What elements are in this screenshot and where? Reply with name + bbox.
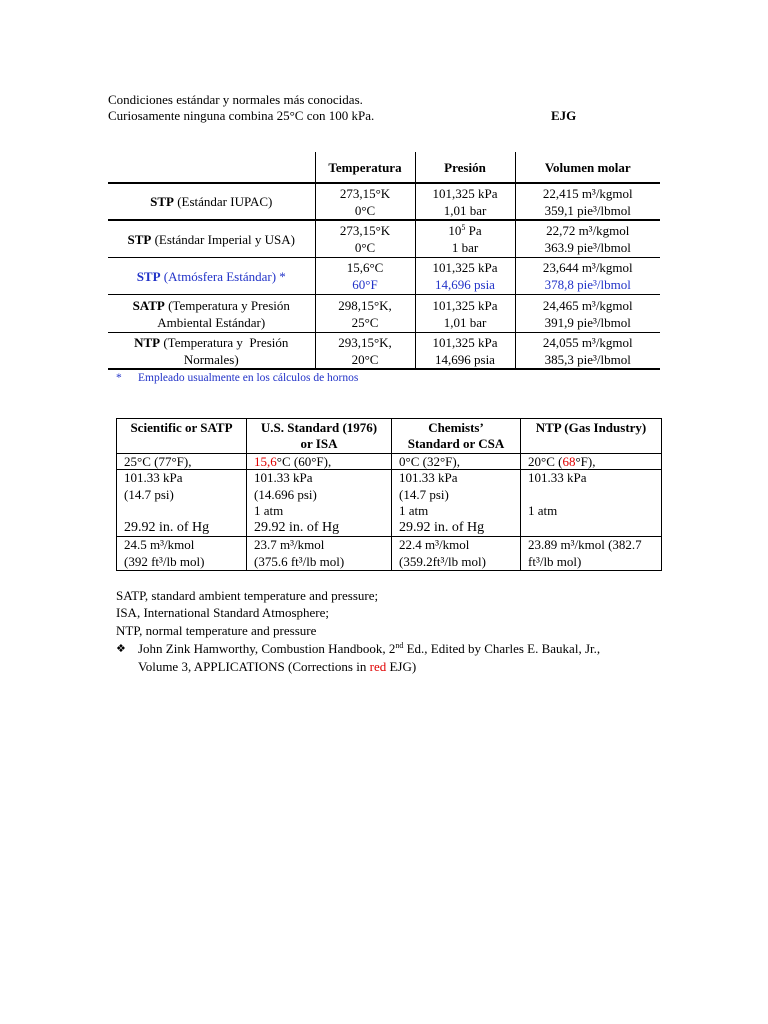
footnote-mark: * (116, 372, 122, 384)
exponent-base: 10 (448, 223, 462, 238)
reference-text: Ed., Edited by Charles E. Baukal, Jr., (403, 641, 601, 656)
cell-line: 101.33 kPa (528, 470, 587, 485)
pressure-cell (392, 470, 521, 537)
table-header-row (108, 152, 660, 183)
cell-line: 1 bar (451, 240, 479, 255)
intro-line-2: Curiosamente ninguna combina 25°C con 100 kPa. (108, 108, 375, 123)
cell-line: 101.33 kPa (254, 470, 313, 485)
molar-volume-cell (515, 258, 660, 295)
row-label-abbr: NTP (134, 334, 161, 350)
header-scientific (117, 419, 247, 454)
note-ntp: NTP, normal temperature and pressure (116, 623, 317, 638)
row-label (108, 295, 315, 333)
cell-line: 101.33 kPa (124, 470, 183, 485)
table-row (108, 295, 660, 333)
temperature-cell (315, 333, 415, 370)
header-line: or ISA (300, 436, 338, 451)
cell-line (416, 222, 515, 239)
cell-line-highlight: 378,8 pie³/lbmol (544, 277, 631, 292)
cell-line: 385,3 pie³/lbmol (544, 351, 631, 367)
header-volumen-molar: Volumen molar (515, 152, 660, 183)
row-label-desc-line-2: Ambiental Estándar) (157, 314, 266, 330)
cell-line: (14.7 psi) (399, 486, 449, 502)
row-label-abbr: STP (150, 194, 174, 209)
cell-line: (392 ft³/lb mol) (124, 553, 205, 569)
molar-volume-cell (515, 333, 660, 370)
molar-volume-cell (247, 537, 392, 571)
red-word: red (369, 659, 387, 674)
author-initials: EJG (551, 108, 577, 123)
molar-volume-row (117, 537, 662, 571)
reference-text: EJG) (386, 659, 417, 674)
row-label-desc: (Estándar IUPAC) (173, 194, 273, 209)
pressure-cell (247, 470, 392, 537)
cell-line: 273,15°K (339, 223, 391, 238)
header-line: Scientific or SATP (130, 420, 233, 435)
cell-line: 293,15°K, (338, 334, 392, 350)
intro-line-1: Condiciones estándar y normales más conocidas. (108, 92, 363, 107)
header-us-standard (247, 419, 392, 454)
temperature-cell: 25°C (77°F), (117, 454, 247, 470)
temperature-cell (521, 454, 662, 470)
molar-volume-cell (117, 537, 247, 571)
table-header-row (117, 419, 662, 454)
header-chemists (392, 419, 521, 454)
cell-line: (375.6 ft³/lb mol) (254, 553, 345, 569)
note-isa: ISA, International Standard Atmosphere; (116, 605, 330, 620)
row-label-desc: (Atmósfera Estándar) * (160, 268, 286, 284)
header-ntp (521, 419, 662, 454)
header-line: Chemists’ (428, 420, 484, 435)
cell-line-highlight: 60°F (352, 277, 378, 292)
temperature-cell (315, 183, 415, 220)
header-blank-cell (108, 152, 315, 183)
cell-line: 23,644 m³/kgmol (542, 260, 633, 275)
cell-line: (359.2ft³/lb mol) (399, 553, 486, 569)
cell-line: 22,72 m³/kgmol (546, 223, 630, 238)
temperature-text: °C (60°F), (276, 454, 332, 469)
cell-line: 1,01 bar (443, 314, 487, 330)
table-row (108, 258, 660, 295)
reference-text: Volume 3, APPLICATIONS (Corrections in (138, 659, 370, 674)
cell-line: 101,325 kPa (432, 297, 498, 313)
temperature-text: °F), (575, 454, 596, 469)
cell-line: 29.92 in. of Hg (399, 519, 485, 535)
gas-standards-table (116, 418, 662, 571)
cell-line: 14,696 psia (435, 351, 495, 367)
table-row (108, 220, 660, 258)
blank-line (528, 487, 659, 504)
row-label (108, 333, 315, 370)
cell-line: 20°C (351, 351, 379, 367)
header-line: Standard or CSA (407, 436, 505, 451)
reference-text: John Zink Hamworthy, Combustion Handbook, 2 (138, 641, 396, 656)
cell-line: 0°C (354, 202, 376, 218)
cell-line: 29.92 in. of Hg (124, 519, 210, 535)
temperature-cell (247, 454, 392, 470)
pressure-cell (415, 258, 515, 295)
pressure-cell (117, 470, 247, 537)
row-label-desc-line-2: Normales) (183, 351, 239, 367)
cell-line: 25°C (351, 314, 379, 330)
temperature-cell (315, 295, 415, 333)
cell-line-highlight: 14,696 psia (435, 277, 495, 292)
cell-line: 298,15°K, (338, 297, 392, 313)
cell-line: 1 atm (254, 503, 284, 518)
row-label-abbr: SATP (132, 297, 165, 313)
molar-volume-cell (515, 295, 660, 333)
cell-line: 1,01 bar (443, 202, 487, 218)
cell-line: 391,9 pie³/lbmol (544, 314, 631, 330)
row-label-abbr: STP (127, 231, 152, 247)
cell-line: 29.92 in. of Hg (254, 519, 340, 535)
cell-line: (14.7 psi) (124, 486, 174, 502)
cell-line: 24.5 m³/kmol (124, 537, 195, 552)
exponent-unit: Pa (465, 223, 482, 238)
cell-line: 15,6°C (346, 260, 384, 275)
cell-line: 23.89 m³/kmol (382.7 (528, 537, 642, 552)
reference-line-2 (138, 659, 416, 675)
cell-line: 101,325 kPa (432, 334, 498, 350)
molar-volume-cell (515, 220, 660, 258)
reference-line-1 (138, 641, 600, 657)
molar-volume-cell (515, 183, 660, 220)
cell-line: 24,465 m³/kgmol (542, 297, 633, 313)
cell-line: 22.4 m³/kmol (399, 537, 470, 552)
exponent: 5 (461, 223, 466, 232)
table-row (108, 183, 660, 220)
cell-line: 273,15°K (339, 185, 391, 201)
row-label (108, 183, 315, 220)
ordinal-suffix: nd (395, 641, 404, 650)
header-line: NTP (Gas Industry) (535, 420, 647, 435)
header-temperatura: Temperatura (315, 152, 415, 183)
molar-volume-cell (392, 537, 521, 571)
row-label (108, 220, 315, 258)
cell-line: ft³/lb mol) (528, 553, 582, 569)
header-line: U.S. Standard (1976) (260, 420, 378, 435)
note-satp: SATP, standard ambient temperature and pressure; (116, 588, 379, 603)
temperature-cell: 0°C (32°F), (392, 454, 521, 470)
pressure-cell (415, 333, 515, 370)
correction-text: 15,6 (254, 454, 277, 469)
cell-line: 22,415 m³/kgmol (542, 185, 633, 201)
pressure-row (117, 470, 662, 537)
pressure-cell (521, 470, 662, 537)
row-label (108, 258, 315, 295)
pressure-cell (415, 183, 515, 220)
row-label-desc: (Temperatura y Presión (164, 297, 290, 313)
temperature-cell (315, 258, 415, 295)
cell-line: 101.33 kPa (399, 470, 458, 485)
cell-line: 24,055 m³/kgmol (542, 334, 633, 350)
table-row (108, 333, 660, 370)
header-presion: Presión (415, 152, 515, 183)
cell-line: 359,1 pie³/lbmol (544, 202, 631, 218)
row-label-abbr: STP (136, 268, 161, 284)
molar-volume-cell (521, 537, 662, 571)
temperature-row (117, 454, 662, 470)
row-label-desc: (Temperatura y Presión (160, 334, 289, 350)
pressure-cell (415, 295, 515, 333)
temperature-cell (315, 220, 415, 258)
cell-line: 1 atm (399, 503, 429, 518)
cell-line: 0°C (354, 240, 376, 255)
standard-conditions-table (108, 152, 660, 370)
row-label-desc: (Estándar Imperial y USA) (151, 231, 296, 247)
pressure-cell (415, 220, 515, 258)
cell-line: 101,325 kPa (432, 185, 498, 201)
cell-line: 101,325 kPa (432, 260, 498, 275)
cell-line: 23.7 m³/kmol (254, 537, 325, 552)
temperature-text: 20°C ( (528, 454, 563, 469)
correction-text: 68 (562, 454, 576, 469)
cell-line: 1 atm (528, 503, 558, 518)
footnote-text: Empleado usualmente en los cálculos de hornos (138, 372, 359, 384)
cell-line: (14.696 psi) (254, 486, 317, 502)
blank-line (124, 503, 244, 520)
cell-line: 363.9 pie³/lbmol (544, 240, 631, 255)
diamond-bullet-icon: ❖ (116, 642, 126, 655)
